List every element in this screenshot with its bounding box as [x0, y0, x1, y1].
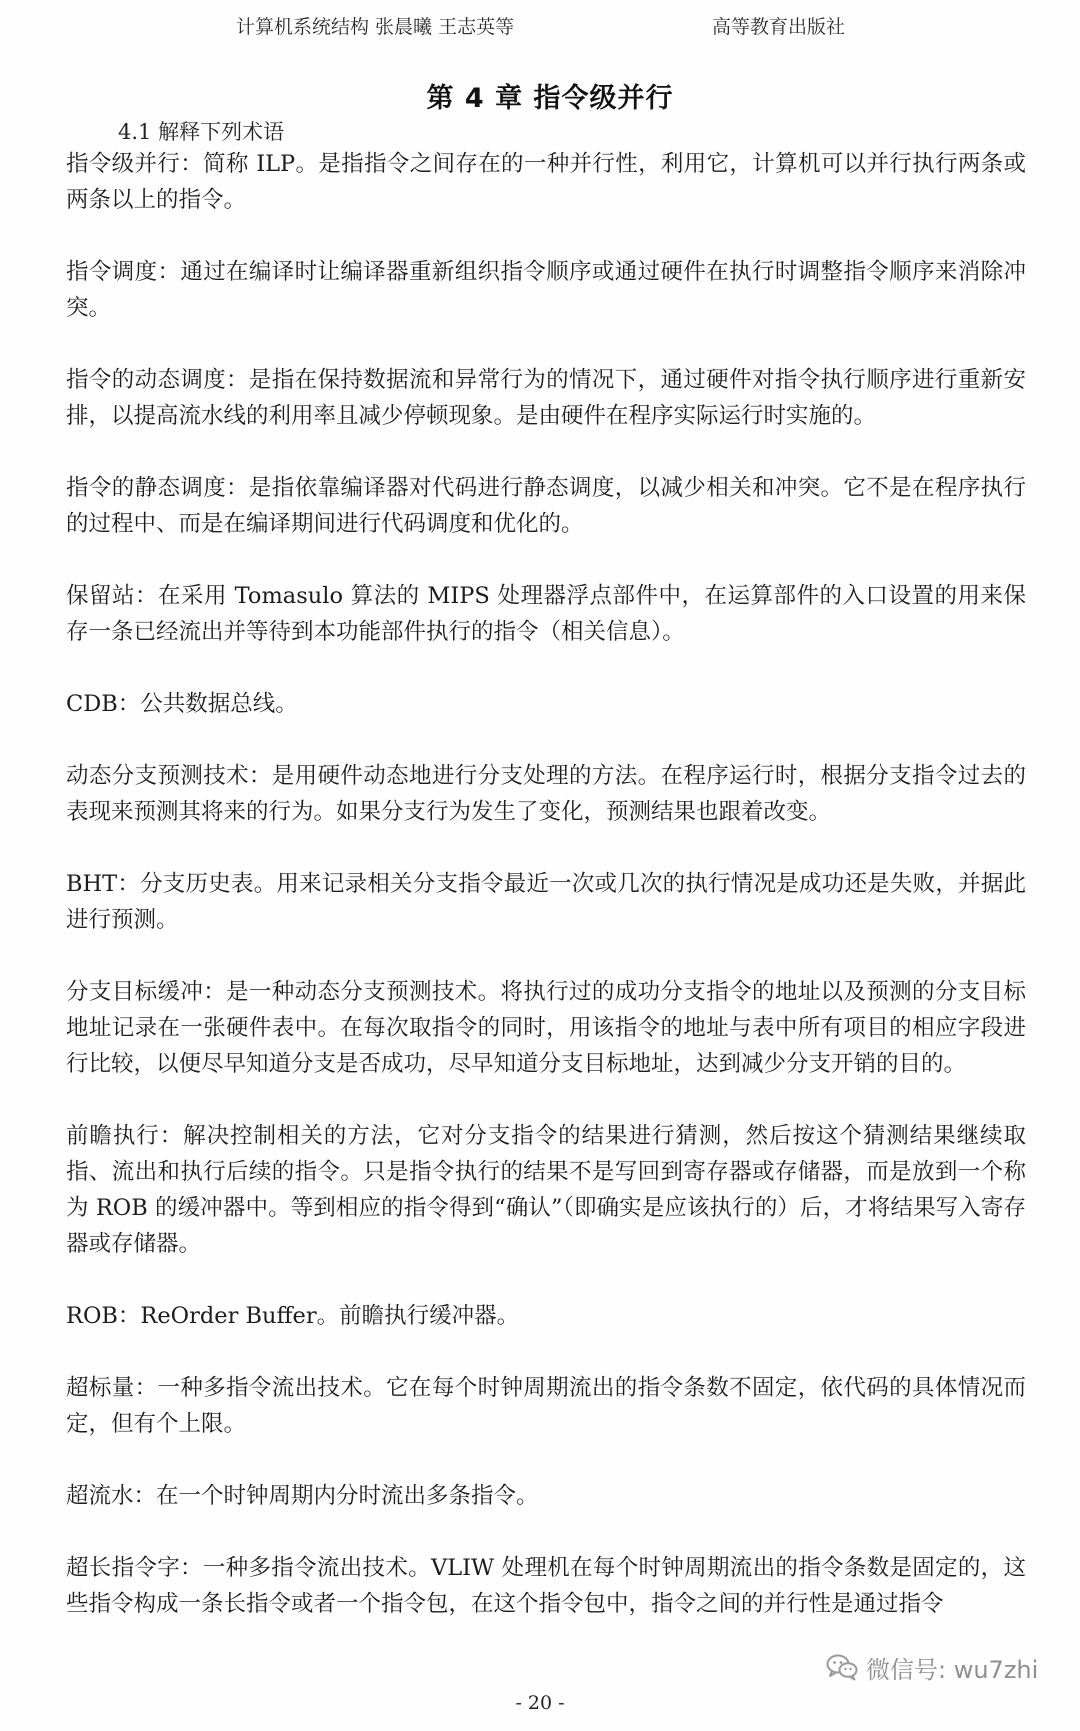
term-instruction-scheduling: 指令调度：通过在编译时让编译器重新组织指令顺序或通过硬件在执行时调整指令顺序来消除冲突。: [66, 259, 1026, 321]
term-bht: BHT：分支历史表。用来记录相关分支指令最近一次或几次的执行情况是成功还是失败，并据此进行预测。: [66, 871, 1026, 933]
term-vliw: 超长指令字：一种多指令流出技术。VLIW 处理机在每个时钟周期流出的指令条数是固定的，这些指令构成一条长指令或者一个指令包，在这个指令包中，指令之间的并行性是通过指令: [66, 1555, 1026, 1617]
terms-list: [66, 146, 1026, 1622]
watermark-text: 微信号: wu7zhi: [866, 1655, 1039, 1684]
term-reservation-station: 保留站：在采用 Tomasulo 算法的 MIPS 处理器浮点部件中，在运算部件的入口设置的用来保存一条已经流出并等待到本功能部件执行的指令（相关信息）。: [66, 583, 1026, 645]
term-rob: ROB：ReOrder Buffer。前瞻执行缓冲器。: [66, 1303, 520, 1329]
term-dynamic-scheduling: 指令的动态调度：是指在保持数据流和异常行为的情况下，通过硬件对指令执行顺序进行重新安排，以提高流水线的利用率且减少停顿现象。是由硬件在程序实际运行时实施的。: [66, 367, 1026, 429]
wechat-icon: [826, 1653, 858, 1681]
term-static-scheduling: 指令的静态调度：是指依靠编译器对代码进行静态调度，以减少相关和冲突。它不是在程序执行的过程中、而是在编译期间进行代码调度和优化的。: [66, 475, 1026, 537]
page-number: - 20 -: [515, 1692, 565, 1714]
term-superpipelining: 超流水：在一个时钟周期内分时流出多条指令。: [66, 1483, 539, 1509]
book-info: 计算机系统结构 张晨曦 王志英等: [236, 16, 515, 38]
publisher-name: 高等教育出版社: [712, 16, 846, 38]
term-speculative-execution: 前瞻执行：解决控制相关的方法，它对分支指令的结果进行猜测，然后按这个猜测结果继续取指、流出和执行后续的指令。只是指令执行的结果不是写回到寄存器或存储器，而是放到一个称为 ROB 的缓冲器中。等到相应的指令得到“确认”（即确实是应该执行的）后，才将结果写入寄存器或存储器。: [66, 1123, 1026, 1257]
chapter-title: 第 4 章 指令级并行: [426, 83, 674, 114]
term-superscalar: 超标量：一种多指令流出技术。它在每个时钟周期流出的指令条数不固定，依代码的具体情况而定，但有个上限。: [66, 1375, 1026, 1437]
wechat-watermark: [826, 1648, 1038, 1686]
term-dynamic-branch-prediction: 动态分支预测技术：是用硬件动态地进行分支处理的方法。在程序运行时，根据分支指令过去的表现来预测其将来的行为。如果分支行为发生了变化，预测结果也跟着改变。: [66, 763, 1026, 825]
section-heading: 4.1 解释下列术语: [118, 120, 285, 144]
term-cdb: CDB：公共数据总线。: [66, 691, 298, 717]
term-ilp: 指令级并行：简称 ILP。是指指令之间存在的一种并行性，利用它，计算机可以并行执行两条或两条以上的指令。: [66, 151, 1026, 213]
term-branch-target-buffer: 分支目标缓冲：是一种动态分支预测技术。将执行过的成功分支指令的地址以及预测的分支目标地址记录在一张硬件表中。在每次取指令的同时，用该指令的地址与表中所有项目的相应字段进行比较，以便尽早知道分支是否成功，尽早知道分支目标地址，达到减少分支开销的目的。: [66, 979, 1026, 1077]
running-header: [0, 10, 1080, 40]
